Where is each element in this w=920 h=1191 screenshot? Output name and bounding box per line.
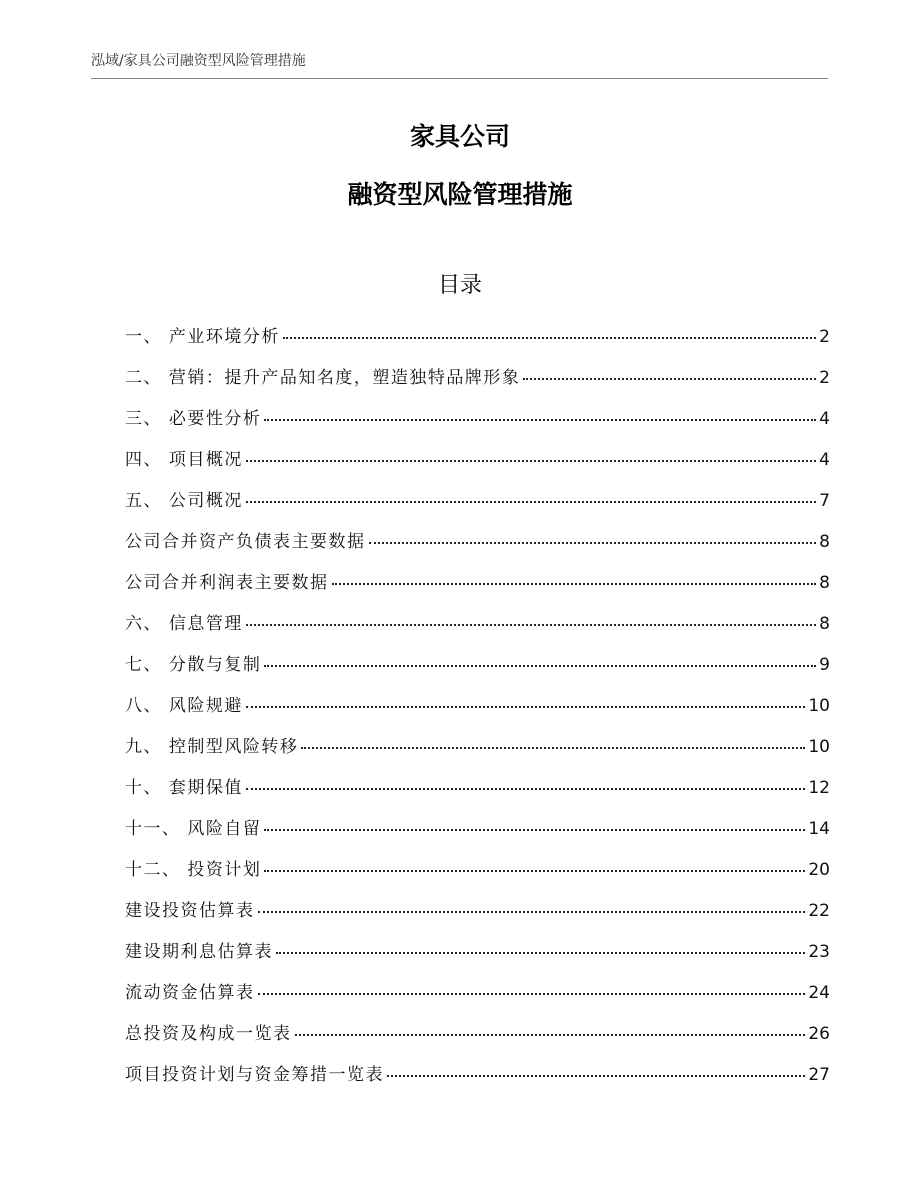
toc-entry-label: 项目投资计划与资金筹措一览表 — [125, 1065, 384, 1085]
toc-entry-label: 建设期利息估算表 — [125, 942, 273, 962]
toc-entry-page-number: 2 — [819, 327, 830, 347]
toc-dot-leader — [264, 829, 805, 831]
toc-entry-label: 二、 营销：提升产品知名度，塑造独特品牌形象 — [125, 368, 521, 388]
toc-entry[interactable] — [125, 568, 830, 609]
toc-entry-page-number: 27 — [808, 1065, 830, 1085]
toc-entry-page-number: 22 — [808, 901, 830, 921]
toc-entry-label: 公司合并利润表主要数据 — [125, 573, 329, 593]
toc-entry-page-number: 10 — [808, 696, 830, 716]
toc-entry-label: 八、 风险规避 — [125, 696, 243, 716]
toc-entry[interactable] — [125, 1019, 830, 1060]
toc-entry[interactable] — [125, 691, 830, 732]
toc-dot-leader — [258, 911, 806, 913]
toc-dot-leader — [246, 788, 805, 790]
running-header: 泓域/家具公司融资型风险管理措施 — [91, 53, 306, 69]
toc-entry-label: 七、 分散与复制 — [125, 655, 262, 675]
table-of-contents — [125, 322, 830, 1101]
toc-entry[interactable] — [125, 855, 830, 896]
toc-entry[interactable] — [125, 445, 830, 486]
toc-entry-label: 公司合并资产负债表主要数据 — [125, 532, 366, 552]
toc-dot-leader — [246, 501, 816, 503]
toc-dot-leader — [523, 378, 816, 380]
toc-dot-leader — [332, 583, 817, 585]
toc-entry[interactable] — [125, 814, 830, 855]
toc-entry[interactable] — [125, 527, 830, 568]
toc-entry-page-number: 4 — [819, 409, 830, 429]
toc-entry-page-number: 26 — [808, 1024, 830, 1044]
toc-entry[interactable] — [125, 650, 830, 691]
toc-dot-leader — [276, 952, 805, 954]
toc-entry[interactable] — [125, 896, 830, 937]
toc-entry-label: 三、 必要性分析 — [125, 409, 262, 429]
toc-dot-leader — [246, 706, 805, 708]
toc-entry-label: 五、 公司概况 — [125, 491, 243, 511]
toc-entry-page-number: 23 — [808, 942, 830, 962]
header-divider — [91, 78, 828, 79]
toc-dot-leader — [246, 460, 816, 462]
toc-entry-page-number: 24 — [808, 983, 830, 1003]
toc-entry-label: 九、 控制型风险转移 — [125, 737, 299, 757]
toc-entry-page-number: 10 — [808, 737, 830, 757]
toc-entry[interactable] — [125, 978, 830, 1019]
toc-entry-page-number: 8 — [819, 614, 830, 634]
toc-dot-leader — [301, 747, 805, 749]
toc-entry-label: 流动资金估算表 — [125, 983, 255, 1003]
toc-entry-label: 六、 信息管理 — [125, 614, 243, 634]
toc-entry[interactable] — [125, 322, 830, 363]
toc-dot-leader — [295, 1034, 806, 1036]
toc-entry[interactable] — [125, 363, 830, 404]
toc-entry-label: 十二、 投资计划 — [125, 860, 262, 880]
toc-heading: 目录 — [437, 273, 482, 298]
toc-dot-leader — [369, 542, 817, 544]
toc-entry-page-number: 2 — [819, 368, 830, 388]
toc-entry-page-number: 7 — [819, 491, 830, 511]
toc-entry-page-number: 9 — [819, 655, 830, 675]
toc-entry-page-number: 12 — [808, 778, 830, 798]
toc-entry-page-number: 4 — [819, 450, 830, 470]
toc-dot-leader — [283, 337, 816, 339]
toc-entry[interactable] — [125, 732, 830, 773]
document-title-line-1: 家具公司 — [409, 122, 510, 151]
toc-entry-label: 四、 项目概况 — [125, 450, 243, 470]
toc-entry-page-number: 8 — [819, 532, 830, 552]
toc-dot-leader — [264, 419, 816, 421]
toc-entry[interactable] — [125, 404, 830, 445]
toc-entry[interactable] — [125, 1060, 830, 1101]
document-title-line-2: 融资型风险管理措施 — [347, 180, 573, 209]
toc-entry-page-number: 8 — [819, 573, 830, 593]
toc-dot-leader — [258, 993, 806, 995]
toc-entry[interactable] — [125, 609, 830, 650]
toc-dot-leader — [264, 870, 805, 872]
toc-entry-page-number: 14 — [808, 819, 830, 839]
toc-entry-label: 一、 产业环境分析 — [125, 327, 280, 347]
toc-entry[interactable] — [125, 937, 830, 978]
toc-entry-label: 建设投资估算表 — [125, 901, 255, 921]
toc-dot-leader — [387, 1075, 805, 1077]
toc-entry[interactable] — [125, 486, 830, 527]
toc-dot-leader — [246, 624, 816, 626]
toc-entry[interactable] — [125, 773, 830, 814]
toc-entry-label: 十、 套期保值 — [125, 778, 243, 798]
toc-entry-label: 十一、 风险自留 — [125, 819, 262, 839]
toc-entry-page-number: 20 — [808, 860, 830, 880]
toc-dot-leader — [264, 665, 816, 667]
toc-entry-label: 总投资及构成一览表 — [125, 1024, 292, 1044]
